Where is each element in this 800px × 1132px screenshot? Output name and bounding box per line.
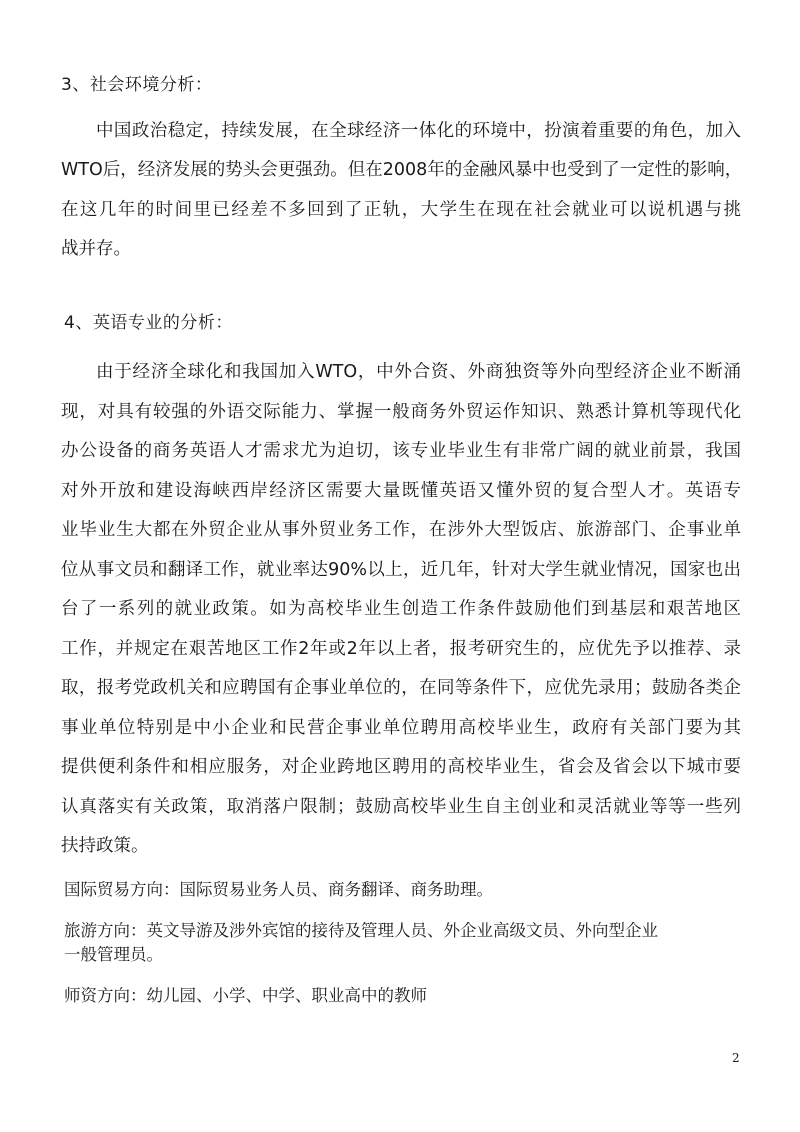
paragraph-line: 由于经济全球化和我国加入WTO，中外合资、外商独资等外向型经济企业不断涌 — [96, 362, 741, 382]
paragraph-line: 认真落实有关政策，取消落户限制；鼓励高校毕业生自主创业和灵活就业等等一些列 — [61, 797, 741, 817]
paragraph-line: 工作，并规定在艰苦地区工作2年或2年以上者，报考研究生的，应优先予以推荐、录 — [61, 639, 741, 659]
paragraph-line: 办公设备的商务英语人才需求尤为迫切，该专业毕业生有非常广阔的就业前景，我国 — [61, 441, 741, 461]
paragraph-line: 对外开放和建设海峡西岸经济区需要大量既懂英语又懂外贸的复合型人才。英语专 — [61, 481, 741, 501]
career-direction-teaching: 师资方向：幼儿园、小学、中学、职业高中的教师 — [64, 986, 427, 1005]
career-direction-trade: 国际贸易方向：国际贸易业务人员、商务翻译、商务助理。 — [64, 880, 493, 899]
career-direction-tourism-cont: 一般管理员。 — [64, 945, 163, 964]
paragraph-line: 现，对具有较强的外语交际能力、掌握一般商务外贸运作知识、熟悉计算机等现代化 — [61, 402, 741, 422]
section-3-heading: 3、社会环境分析： — [61, 75, 213, 95]
paragraph-line: 中国政治稳定，持续发展，在全球经济一体化的环境中，扮演着重要的角色，加入 — [96, 121, 741, 141]
paragraph-line: 事业单位特别是中小企业和民营企事业单位聘用高校毕业生，政府有关部门要为其 — [61, 718, 741, 738]
section-4-heading: 4、英语专业的分析： — [64, 313, 233, 333]
paragraph-line: WTO后，经济发展的势头会更强劲。但在2008年的金融风暴中也受到了一定性的影响， — [61, 160, 743, 180]
paragraph-line: 位从事文员和翻译工作，就业率达90%以上，近几年，针对大学生就业情况，国家也出 — [61, 560, 741, 580]
paragraph-line: 提供便利条件和相应服务，对企业跨地区聘用的高校毕业生，省会及省会以下城市要 — [61, 757, 741, 777]
paragraph-line: 在这几年的时间里已经差不多回到了正轨，大学生在现在社会就业可以说机遇与挑 — [61, 200, 741, 220]
paragraph-line: 台了一系列的就业政策。如为高校毕业生创造工作条件鼓励他们到基层和艰苦地区 — [61, 599, 741, 619]
career-direction-tourism: 旅游方向：英文导游及涉外宾馆的接待及管理人员、外企业高级文员、外向型企业 — [64, 921, 658, 940]
paragraph-line: 取，报考党政机关和应聘国有企事业单位的，在同等条件下，应优先录用；鼓励各类企 — [61, 678, 741, 698]
paragraph-line: 战并存。 — [61, 239, 131, 259]
page-number: 2 — [732, 1051, 740, 1065]
paragraph-line: 业毕业生大都在外贸企业从事外贸业务工作，在涉外大型饭店、旅游部门、企事业单 — [61, 520, 741, 540]
paragraph-line: 扶持政策。 — [61, 836, 149, 856]
